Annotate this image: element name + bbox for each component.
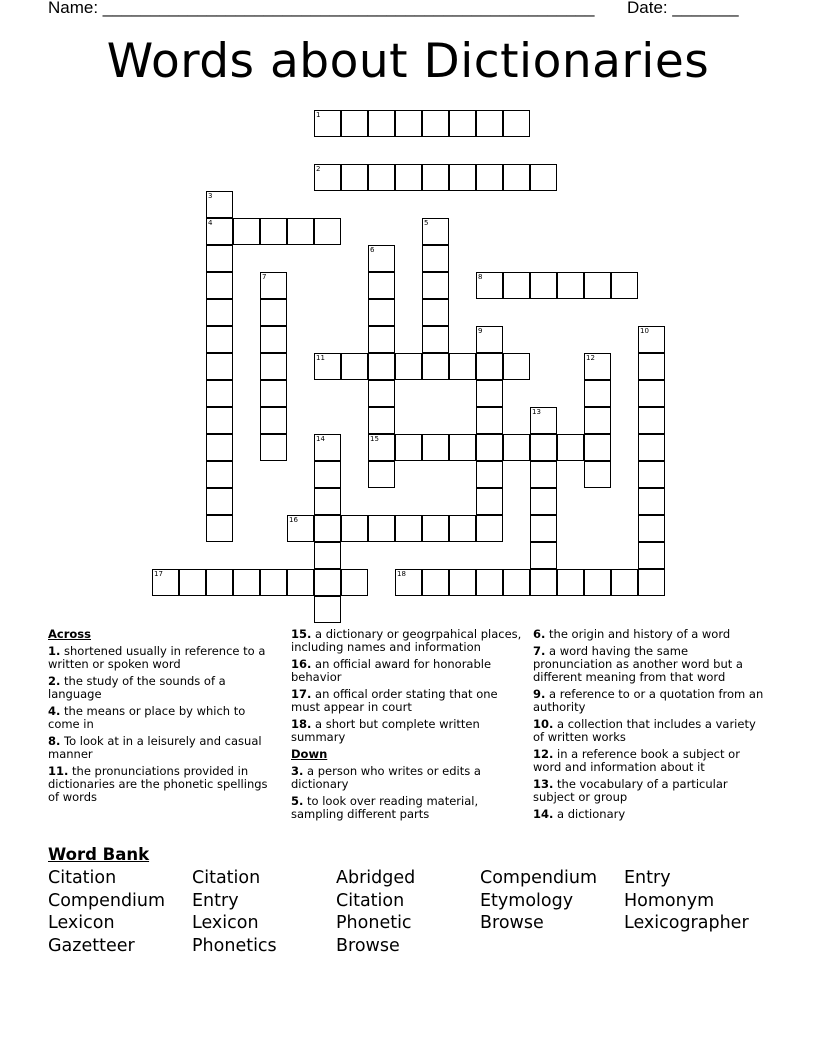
across-clue [291,628,523,654]
grid-cell[interactable] [395,569,422,596]
word-bank-column [336,867,415,957]
grid-cell[interactable] [530,272,557,299]
word-bank-word: Gazetteer [48,935,135,956]
grid-cell[interactable] [503,353,530,380]
clue-column-1 [48,628,280,808]
grid-cell[interactable] [449,353,476,380]
clue-text: a collection that includes a variety of written works [533,717,756,744]
clue-number-label: 1. [48,644,61,658]
clue-number: 16 [289,516,298,524]
word-bank-word: Abridged [336,868,416,888]
down-clue [291,795,523,821]
clue-number: 18 [397,570,406,578]
clue-text: an offical order stating that one must appear in court [291,687,498,714]
grid-cell[interactable] [368,407,395,434]
clue-text: in a reference book a subject or word and information about it [533,747,740,774]
clue-number: 14 [316,435,325,443]
grid-cell[interactable] [206,569,233,596]
grid-cell[interactable] [287,515,314,542]
grid-cell[interactable] [530,164,557,191]
grid-cell[interactable] [314,488,341,515]
grid-cell[interactable] [206,299,233,326]
grid-cell[interactable] [395,164,422,191]
clue-number-label: 15. [291,627,312,641]
grid-cell[interactable] [395,515,422,542]
clue-number: 15 [370,435,379,443]
down-clue [291,765,523,791]
grid-cell[interactable] [584,407,611,434]
grid-cell[interactable] [476,380,503,407]
clue-number-label: 9. [533,687,546,701]
word-bank-word: Compendium [480,868,598,888]
down-clue [533,645,765,684]
word-bank-word: Citation [336,890,405,911]
grid-cell[interactable] [422,434,449,461]
grid-cell[interactable] [260,353,287,380]
grid-cell[interactable] [530,434,557,461]
word-bank-word: Entry [624,868,671,888]
word-bank-column [480,867,597,935]
word-bank-column [624,867,749,935]
grid-cell[interactable] [314,461,341,488]
grid-cell[interactable] [611,272,638,299]
grid-cell[interactable] [530,407,557,434]
grid-cell[interactable] [476,353,503,380]
grid-cell[interactable] [368,380,395,407]
grid-cell[interactable] [206,326,233,353]
clue-number: 5 [424,219,429,227]
clue-text: to look over reading material, sampling different parts [291,794,479,821]
word-bank-word: Browse [480,913,544,934]
grid-cell[interactable] [368,434,395,461]
clue-number: 3 [208,192,213,200]
clue-text: a person who writes or edits a dictionary [291,764,481,791]
clue-number: 6 [370,246,375,254]
grid-cell[interactable] [476,407,503,434]
clue-text: a reference to or a quotation from an authority [533,687,764,714]
grid-cell[interactable] [422,353,449,380]
grid-cell[interactable] [476,164,503,191]
word-bank-word: Phonetic [336,913,412,934]
grid-cell[interactable] [314,110,341,137]
grid-cell[interactable] [260,218,287,245]
across-clue [48,705,280,731]
grid-cell[interactable] [584,380,611,407]
grid-cell[interactable] [260,434,287,461]
clue-number-label: 12. [533,747,554,761]
grid-cell[interactable] [422,272,449,299]
down-clue [533,718,765,744]
grid-cell[interactable] [584,353,611,380]
grid-cell[interactable] [341,110,368,137]
across-clue [48,765,280,804]
grid-cell[interactable] [368,245,395,272]
grid-cell[interactable] [530,569,557,596]
grid-cell[interactable] [368,110,395,137]
grid-cell[interactable] [638,407,665,434]
grid-cell[interactable] [179,569,206,596]
grid-cell[interactable] [422,569,449,596]
grid-cell[interactable] [206,461,233,488]
word-bank-word: Lexicon [192,913,259,934]
clue-number-label: 11. [48,764,69,778]
clue-text: a word having the same pronunciation as another word but a different meaning from that word [533,644,743,684]
grid-cell[interactable] [368,515,395,542]
word-bank-column [48,867,165,957]
clue-text: a dictionary or geogrpahical places, including names and information [291,627,522,654]
grid-cell[interactable] [476,569,503,596]
word-bank-word: Citation [48,868,117,888]
clue-number: 11 [316,354,325,362]
down-heading: Down [291,747,328,761]
grid-cell[interactable] [314,434,341,461]
clue-number-label: 6. [533,627,546,641]
clue-number: 17 [154,570,163,578]
grid-cell[interactable] [422,515,449,542]
grid-cell[interactable] [476,461,503,488]
grid-cell[interactable] [638,488,665,515]
grid-cell[interactable] [476,272,503,299]
grid-cell[interactable] [557,272,584,299]
grid-cell[interactable] [476,488,503,515]
across-clue [291,688,523,714]
grid-cell[interactable] [503,110,530,137]
grid-cell[interactable] [206,272,233,299]
clue-number-label: 2. [48,674,61,688]
clue-number: 8 [478,273,483,281]
grid-cell[interactable] [368,326,395,353]
clue-column-2 [291,628,523,825]
grid-cell[interactable] [584,569,611,596]
clue-number-label: 17. [291,687,312,701]
word-bank-title: Word Bank [48,845,150,864]
word-bank-word: Homonym [624,890,715,911]
grid-cell[interactable] [206,353,233,380]
clue-number: 10 [640,327,649,335]
clue-number-label: 10. [533,717,554,731]
clue-number-label: 5. [291,794,304,808]
grid-cell[interactable] [368,299,395,326]
across-clue [48,675,280,701]
grid-cell[interactable] [314,164,341,191]
grid-cell[interactable] [233,218,260,245]
clue-number-label: 7. [533,644,546,658]
grid-cell[interactable] [422,299,449,326]
grid-cell[interactable] [260,326,287,353]
grid-cell[interactable] [638,569,665,596]
down-clue [533,628,765,641]
grid-cell[interactable] [395,434,422,461]
clue-number-label: 18. [291,717,312,731]
across-clue [291,718,523,744]
grid-cell[interactable] [206,380,233,407]
grid-cell[interactable] [530,461,557,488]
clue-text: the pronunciations provided in dictionaries are the phonetic spellings of words [48,764,268,804]
clue-number: 1 [316,111,321,119]
clue-text: a short but complete written summary [291,717,480,744]
grid-cell[interactable] [260,380,287,407]
grid-cell[interactable] [206,434,233,461]
grid-cell[interactable] [503,434,530,461]
grid-cell[interactable] [206,191,233,218]
grid-cell[interactable] [503,569,530,596]
grid-cell[interactable] [557,434,584,461]
grid-cell[interactable] [314,542,341,569]
grid-cell[interactable] [476,326,503,353]
grid-cell[interactable] [341,164,368,191]
down-clue [533,748,765,774]
grid-cell[interactable] [206,515,233,542]
grid-cell[interactable] [449,164,476,191]
grid-cell[interactable] [530,488,557,515]
grid-cell[interactable] [206,218,233,245]
grid-cell[interactable] [503,164,530,191]
grid-cell[interactable] [206,245,233,272]
grid-cell[interactable] [395,110,422,137]
grid-cell[interactable] [638,380,665,407]
across-heading: Across [48,627,91,641]
clue-number: 2 [316,165,321,173]
clue-number-label: 14. [533,807,554,821]
clue-column-3 [533,628,765,825]
grid-cell[interactable] [287,218,314,245]
grid-cell[interactable] [584,461,611,488]
across-clue [291,658,523,684]
puzzle-title: Words about Dictionaries [106,34,710,89]
clue-text: shortened usually in reference to a written or spoken word [48,644,266,671]
clue-number-label: 3. [291,764,304,778]
grid-cell[interactable] [557,569,584,596]
grid-cell[interactable] [449,110,476,137]
grid-cell[interactable] [638,434,665,461]
word-bank-word: Compendium [48,890,166,911]
grid-cell[interactable] [314,596,341,623]
grid-cell[interactable] [638,353,665,380]
down-clue [533,778,765,804]
grid-cell[interactable] [476,515,503,542]
grid-cell[interactable] [584,434,611,461]
word-bank-word: Phonetics [192,935,277,956]
word-bank-word: Etymology [480,890,574,911]
clue-number: 4 [208,219,213,227]
clue-number-label: 13. [533,777,554,791]
word-bank-column [192,867,277,957]
word-bank-word: Lexicographer [624,913,749,934]
grid-cell[interactable] [260,299,287,326]
clue-number-label: 4. [48,704,61,718]
grid-cell[interactable] [368,164,395,191]
grid-cell[interactable] [422,164,449,191]
across-clue [48,645,280,671]
down-clue [533,688,765,714]
grid-cell[interactable] [341,515,368,542]
word-bank-word: Citation [192,868,261,888]
grid-cell[interactable] [638,461,665,488]
clue-text: an official award for honorable behavior [291,657,492,684]
clue-text: the study of the sounds of a language [48,674,226,701]
grid-cell[interactable] [449,569,476,596]
grid-cell[interactable] [449,515,476,542]
word-bank-word: Entry [192,890,239,911]
grid-cell[interactable] [287,569,314,596]
grid-cell[interactable] [206,407,233,434]
down-clue [533,808,765,821]
grid-cell[interactable] [476,110,503,137]
grid-cell[interactable] [422,218,449,245]
grid-cell[interactable] [341,353,368,380]
grid-cell[interactable] [152,569,179,596]
grid-cell[interactable] [233,569,260,596]
grid-cell[interactable] [530,515,557,542]
grid-cell[interactable] [638,326,665,353]
clue-number: 12 [586,354,595,362]
clue-number-label: 16. [291,657,312,671]
clue-text: To look at in a leisurely and casual manner [48,734,262,761]
word-bank-word: Lexicon [48,913,115,934]
clue-number: 9 [478,327,483,335]
grid-cell[interactable] [584,272,611,299]
grid-cell[interactable] [368,272,395,299]
grid-cell[interactable] [422,110,449,137]
grid-cell[interactable] [314,353,341,380]
clue-number: 13 [532,408,541,416]
name-field[interactable]: Name: ____________________________________________________ [48,0,595,17]
across-clue [48,735,280,761]
clue-text: a dictionary [553,807,626,821]
grid-cell[interactable] [260,407,287,434]
date-field[interactable]: Date: _______ [627,0,739,17]
clue-number: 7 [262,273,267,281]
clue-text: the means or place by which to come in [48,704,246,731]
grid-cell[interactable] [395,353,422,380]
grid-cell[interactable] [476,434,503,461]
word-bank-word: Browse [336,935,400,956]
grid-cell[interactable] [260,272,287,299]
grid-cell[interactable] [611,569,638,596]
grid-cell[interactable] [260,569,287,596]
grid-cell[interactable] [314,569,341,596]
grid-cell[interactable] [449,434,476,461]
grid-cell[interactable] [368,353,395,380]
grid-cell[interactable] [314,515,341,542]
grid-cell[interactable] [638,515,665,542]
clue-number-label: 8. [48,734,61,748]
grid-cell[interactable] [638,542,665,569]
clue-text: the origin and history of a word [545,627,731,641]
grid-cell[interactable] [422,326,449,353]
grid-cell[interactable] [314,218,341,245]
grid-cell[interactable] [206,488,233,515]
grid-cell[interactable] [341,569,368,596]
grid-cell[interactable] [530,542,557,569]
grid-cell[interactable] [503,272,530,299]
grid-cell[interactable] [422,245,449,272]
clue-text: the vocabulary of a particular subject or group [533,777,728,804]
grid-cell[interactable] [368,461,395,488]
